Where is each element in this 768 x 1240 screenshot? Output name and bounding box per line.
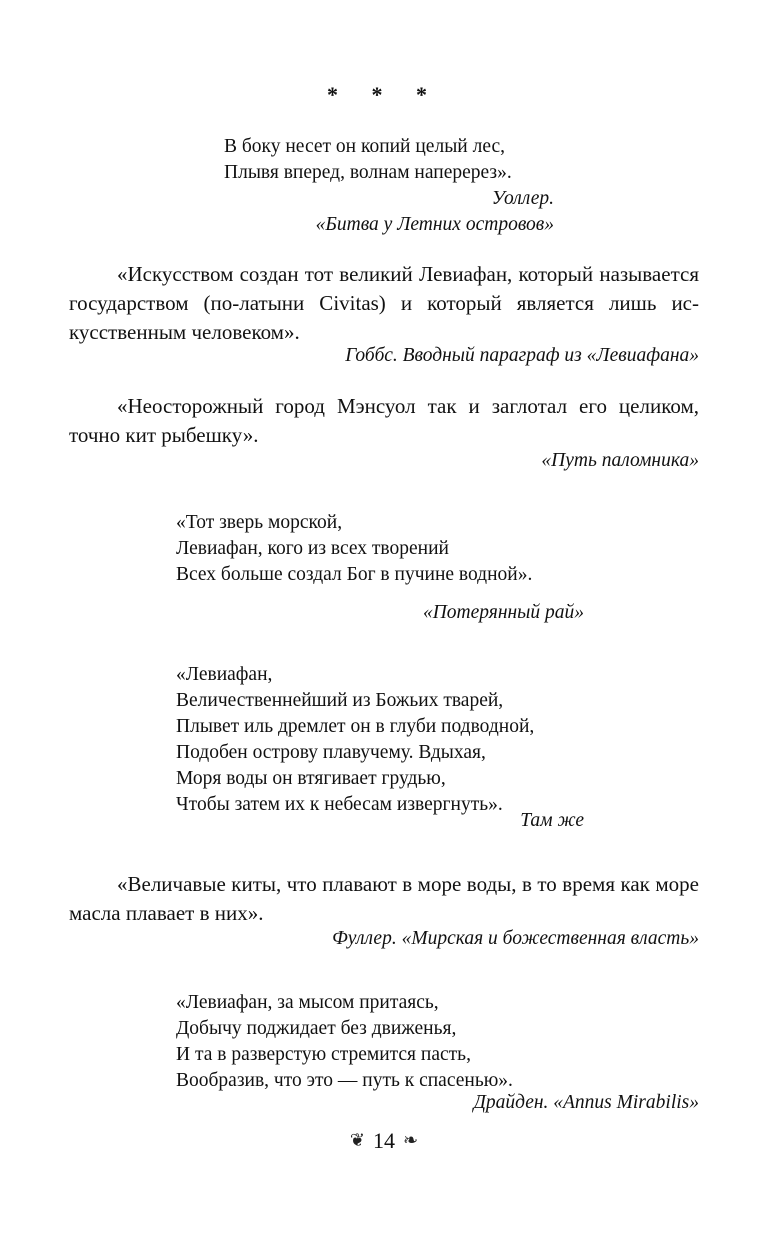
ornament-icon: ❦	[349, 1130, 365, 1150]
attribution-author: Уоллер.	[491, 188, 554, 209]
verse-line: Чтобы затем их к небесам извергнуть».	[176, 794, 503, 815]
section-separator: * * *	[327, 82, 441, 107]
attribution: Фуллер. «Мирская и божественная власть»	[332, 928, 699, 949]
verse-line: Плывя вперед, волнам наперерез».	[224, 162, 512, 183]
verse-line: Левиафан, кого из всех творений	[176, 538, 449, 559]
verse-line: «Тот зверь морской,	[176, 512, 343, 533]
verse-line: Всех больше создал Бог в пучине водной».	[176, 564, 533, 585]
attribution: Гоббс. Вводный параграф из «Левиафана»	[345, 345, 699, 366]
verse-line: «Левиафан,	[176, 664, 273, 685]
prose-quote: «Искусством создан тот великий Левиафан, который называется государством (по-латыни Civitas) и который является лишь искусственным человеком».	[69, 262, 699, 344]
verse-line: Подобен острову плавучему. Вдыхая,	[176, 742, 486, 763]
attribution: Драйден. «Annus Mirabilis»	[473, 1092, 699, 1113]
verse-line: Моря воды он втягивает грудью,	[176, 768, 446, 789]
page-number: 14	[373, 1128, 395, 1153]
verse-line: «Левиафан, за мысом притаясь,	[176, 992, 439, 1013]
attribution-source: «Битва у Летних островов»	[315, 214, 554, 235]
verse-line: Величественнейший из Божьих тварей,	[176, 690, 504, 711]
verse-line: И та в разверстую стремится пасть,	[176, 1044, 471, 1065]
attribution: Там же	[520, 810, 584, 831]
attribution: «Потерянный рай»	[422, 602, 584, 623]
prose-quote: «Величавые киты, что плавают в море воды, в то время как море масла плавает в них».	[69, 872, 699, 925]
verse-line: Добычу поджидает без движенья,	[176, 1018, 457, 1039]
verse-line: В боку несет он копий целый лес,	[224, 136, 506, 157]
prose-quote: «Неосторожный город Мэнсуол так и заглотал его целиком, точно кит рыбешку».	[69, 394, 699, 447]
ornament-icon: ❧	[403, 1130, 419, 1150]
attribution: «Путь паломника»	[541, 450, 699, 471]
verse-line: Вообразив, что это — путь к спасенью».	[176, 1070, 513, 1091]
verse-line: Плывет иль дремлет он в глуби подводной,	[176, 716, 535, 737]
page-footer	[0, 1128, 768, 1154]
